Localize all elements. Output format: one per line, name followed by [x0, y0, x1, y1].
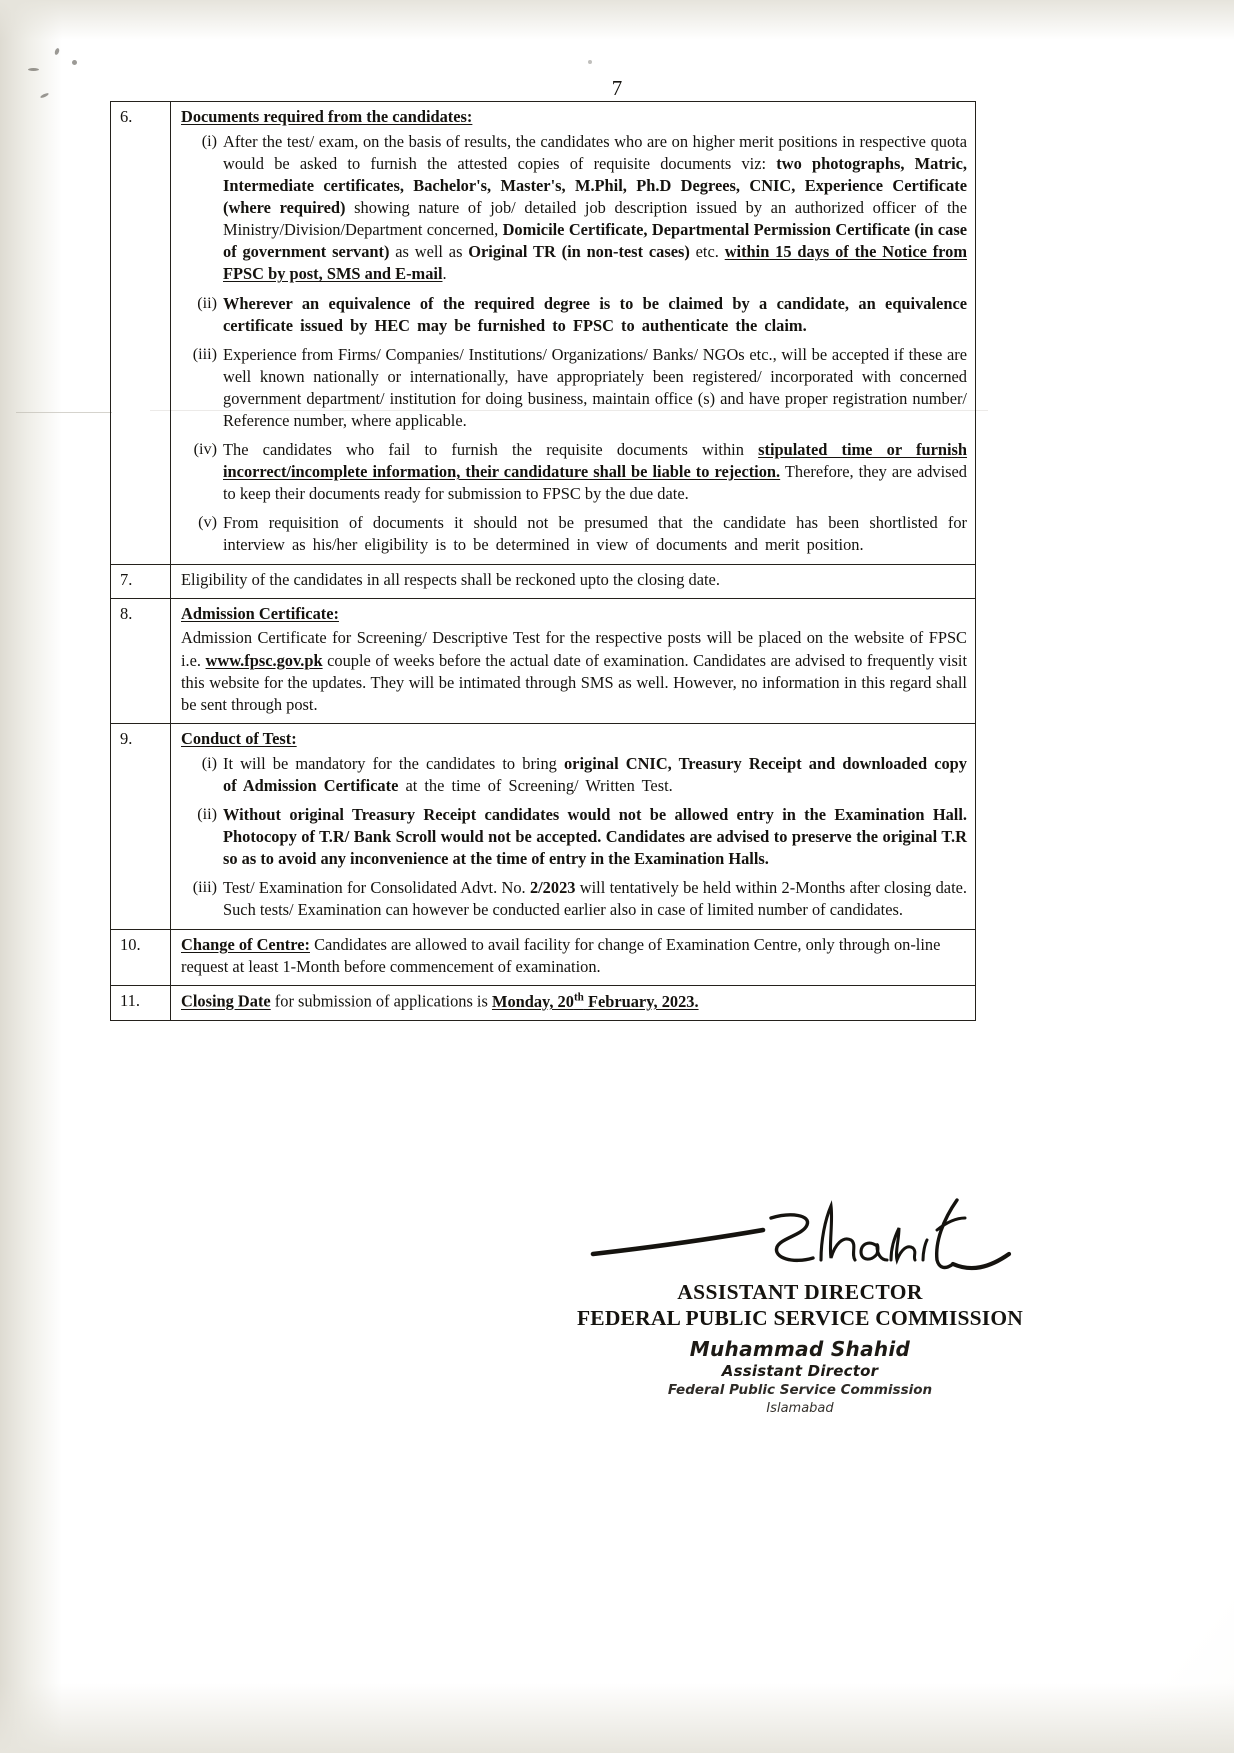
clause-text: [181, 990, 967, 1013]
documents-required-list: [181, 131, 967, 556]
clause-body-closing-date: [171, 986, 976, 1021]
segment-plain: etc.: [689, 242, 725, 262]
segment-plain: Therefore, they are advised to keep their documents ready for submission to FPSC by the due date.: [223, 461, 968, 503]
segment-bold: Domicile Certificate, Departmental Permission Certificate (in case of government servant): [223, 220, 967, 262]
list-item-text: [223, 805, 967, 868]
table-row: [111, 986, 976, 1021]
stamp-name: Muhammad Shahid: [689, 1337, 911, 1361]
list-item: [181, 804, 967, 870]
list-marker: (i): [201, 132, 217, 151]
clause-body-documents-required: [171, 102, 976, 565]
closing-date-value: Monday, 20th February, 2023.: [491, 991, 699, 1011]
scan-speck: [72, 60, 77, 65]
segment-plain: for submission of applications is: [270, 991, 492, 1011]
list-item-text: [223, 878, 967, 919]
list-marker: (iii): [192, 344, 217, 363]
table-row: [111, 723, 976, 930]
scan-edge-left: [0, 0, 62, 1753]
segment-plain: at the time of Screening/ Written Test.: [398, 775, 673, 795]
clause-heading: Documents required from the candidates:: [181, 107, 473, 126]
table-row: [111, 599, 976, 723]
list-item: [181, 512, 967, 556]
fpsc-website-link[interactable]: www.fpsc.gov.pk: [205, 650, 323, 670]
segment-bold-underline: within 15 days of the Notice from FPSC by post, SMS and E-mail: [223, 242, 967, 284]
table-row: [111, 565, 976, 599]
segment-bold-underline: stipulated time or furnish incorrect/incomplete information, their candidature shall be liable to rejection.: [223, 439, 968, 481]
list-item-text: From requisition of documents it should not be presumed that the candidate has been shortlisted for interview as his/her eligibility is to be determined in view of documents and merit position.: [223, 513, 967, 555]
clause-body-conduct-of-test: [171, 723, 976, 930]
list-marker: (iii): [192, 878, 217, 897]
list-item: [181, 877, 967, 921]
segment-advt-number: 2/2023: [529, 878, 576, 898]
clause-number: 11.: [111, 986, 171, 1021]
clause-text: [181, 627, 967, 715]
scan-edge-top: [0, 0, 1234, 40]
list-marker: (ii): [197, 804, 217, 823]
segment-bold: Original TR (in non-test cases): [468, 242, 690, 262]
clause-body-change-of-centre: [171, 930, 976, 986]
list-item-text: Experience from Firms/ Companies/ Institutions/ Organizations/ Banks/ NGOs etc., will be accepted if these are well known nationally or internationally, have appropriately been registered/ incorporated with concerned government department/ institution for doing business, maintain office (s) and have proper registration number/ Reference number, where applicable.: [223, 344, 967, 430]
segment-bold-underline: Change of Centre:: [181, 935, 310, 955]
segment-plain: as well as: [389, 242, 469, 262]
handwritten-signature: [585, 1192, 1015, 1278]
list-item: [181, 131, 967, 285]
segment-plain: .: [442, 264, 447, 284]
notice-clauses-table: [110, 101, 976, 1021]
segment-plain: will tentatively be held within 2-Months after closing date. Such tests/ Examination can however be conducted earlier also in case of limited number of candidates.: [223, 878, 967, 920]
clause-heading: Admission Certificate:: [181, 604, 339, 624]
clause-text: Eligibility of the candidates in all respects shall be reckoned upto the closing date.: [181, 570, 720, 590]
list-item: [181, 293, 967, 337]
clause-body-eligibility: [171, 565, 976, 599]
clause-heading: Conduct of Test:: [181, 728, 297, 748]
list-marker: (i): [201, 753, 217, 772]
segment-plain: couple of weeks before the actual date of examination. Candidates are advised to frequently visit this website for the updates. They will be intimated through SMS as well. However, no information in this regard shall be sent through post.: [181, 650, 967, 714]
segment-bold: Wherever an equivalence of the required degree is to be claimed by a candidate, an equivalence certificate issued by HEC may be furnished to FPSC to authenticate the claim.: [223, 293, 967, 335]
stamp-department: Federal Public Service Commission: [667, 1382, 933, 1399]
segment-bold: two photographs, Matric, Intermediate certificates, Bachelor's, Master's, M.Phil, Ph.D Degrees, CNIC, Experience Certificate (where required): [223, 154, 967, 218]
list-marker: (ii): [197, 293, 217, 312]
list-item-text: [223, 132, 967, 283]
segment-bold-underline: Closing Date: [181, 991, 271, 1011]
official-stamp: [560, 1336, 1040, 1417]
signatory-title: ASSISTANT DIRECTOR: [677, 1280, 923, 1304]
segment-plain: Test/ Examination for Consolidated Advt. No.: [223, 878, 530, 898]
page-number: 7: [611, 76, 623, 100]
list-item: [181, 753, 967, 797]
signatory-organization: FEDERAL PUBLIC SERVICE COMMISSION: [576, 1306, 1024, 1330]
signature-block: [560, 1192, 1040, 1417]
segment-plain: showing nature of job/ detailed job description issued by an authorized officer of the Ministry/Division/Department concerned,: [223, 198, 967, 240]
segment-bold: Without original Treasury Receipt candidates would not be allowed entry in the Examination Hall. Photocopy of T.R/ Bank Scroll would not be accepted. Candidates are advised to preserve the original T.R so as to avoid any inconvenience at the time of entry in the Examination Halls.: [223, 804, 967, 868]
segment-bold: original CNIC, Treasury Receipt and downloaded copy of Admission Certificate: [223, 753, 967, 795]
scan-speck: [588, 60, 592, 64]
list-item-text: [223, 754, 967, 795]
list-marker: (v): [198, 513, 217, 532]
clause-number: 8.: [111, 599, 171, 723]
ordinal-suffix: th: [573, 991, 584, 1004]
segment-plain: It will be mandatory for the candidates to bring: [223, 753, 564, 773]
list-item-text: [223, 294, 967, 335]
table-row: [111, 930, 976, 986]
list-item-text: [223, 440, 967, 503]
clause-number: 7.: [111, 565, 171, 599]
table-row: [111, 102, 976, 565]
scan-speck: [28, 68, 39, 71]
clause-text: [181, 934, 967, 978]
segment-plain: Candidates are allowed to avail facility for change of Examination Centre, only through on-line request at least 1-Month before commencement of examination.: [181, 935, 941, 977]
list-item: [181, 344, 967, 432]
clause-body-admission-certificate: [171, 599, 976, 723]
segment-plain: The candidates who fail to furnish the requisite documents within: [223, 439, 759, 459]
scan-edge-bottom: [0, 1683, 1234, 1753]
conduct-of-test-list: [181, 753, 967, 921]
segment-plain: After the test/ exam, on the basis of results, the candidates who are on higher merit positions in respective quota would be asked to furnish the attested copies of requisite documents viz:: [223, 132, 967, 174]
scan-crease: [16, 412, 112, 413]
clause-number: 10.: [111, 930, 171, 986]
clause-number: 6.: [111, 102, 171, 565]
segment-plain: Admission Certificate for Screening/ Descriptive Test for the respective posts will be placed on the website of FPSC i.e.: [181, 628, 967, 670]
clause-number: 9.: [111, 723, 171, 930]
list-marker: (iv): [193, 439, 217, 458]
stamp-role: Assistant Director: [721, 1362, 879, 1381]
stamp-city: Islamabad: [766, 1401, 834, 1416]
list-item: [181, 439, 967, 505]
